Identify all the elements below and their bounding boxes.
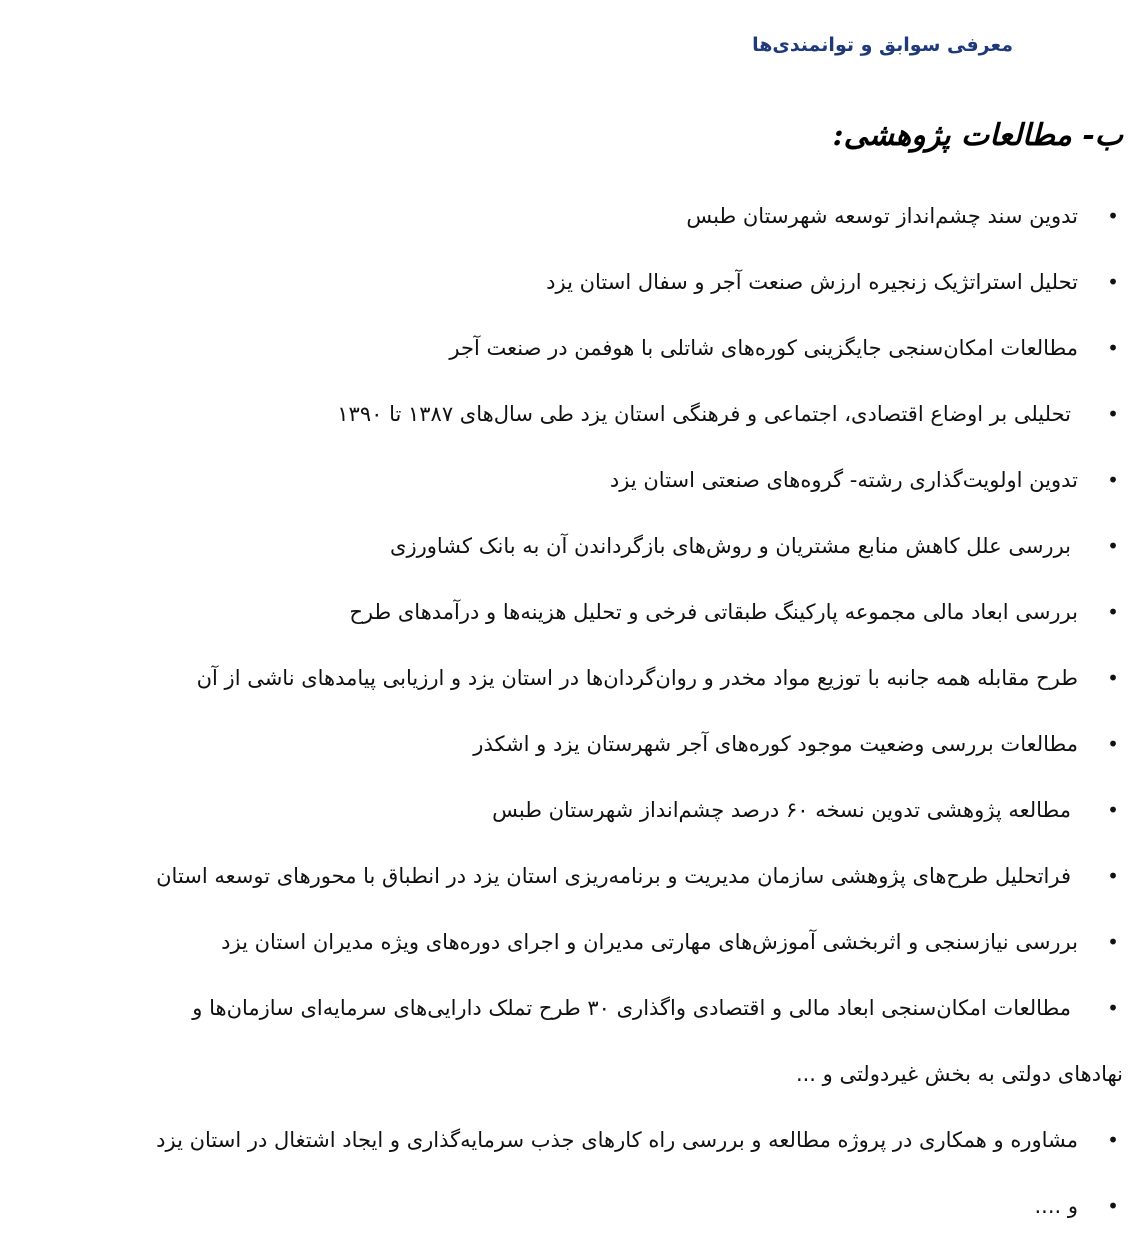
bullet-icon: • <box>1107 600 1119 624</box>
list-item <box>13 856 1123 922</box>
bullet-icon: • <box>1107 468 1119 492</box>
list-item-text: و .... <box>1034 1194 1078 1218</box>
list-item <box>13 262 1123 328</box>
bullet-icon: • <box>1107 534 1119 558</box>
bullet-icon: • <box>1107 798 1119 822</box>
list-item-text: مطالعات امکان‌سنجی جایگزینی کوره‌های شاتلی با هوفمن در صنعت آجر <box>449 336 1078 360</box>
list-item-text: بررسی نیازسنجی و اثربخشی آموزش‌های مهارتی مدیران و اجرای دوره‌های ویژه مدیران استان یزد <box>221 930 1078 954</box>
bullet-icon: • <box>1107 666 1119 690</box>
list-item-text: تحلیل استراتژیک زنجیره ارزش صنعت آجر و سفال استان یزد <box>546 270 1078 294</box>
list-item-continuation <box>13 1054 1123 1120</box>
bullet-icon: • <box>1107 732 1119 756</box>
bullet-icon: • <box>1107 864 1119 888</box>
list-item <box>13 658 1123 724</box>
continuation-text: نهادهای دولتی به بخش غیردولتی و ... <box>795 1062 1123 1086</box>
list-item-text: طرح مقابله همه جانبه با توزیع مواد مخدر و روان‌گردان‌ها در استان یزد و ارزیابی پیامدهای ناشی از آن <box>196 666 1078 690</box>
list-item <box>13 526 1123 592</box>
running-header: معرفی سوابق و توانمندی‌ها <box>752 34 1013 56</box>
list-item-text: بررسی علل کاهش منابع مشتریان و روش‌های بازگرداندن آن به بانک کشاورزی <box>390 534 1071 558</box>
bullet-icon: • <box>1107 402 1119 426</box>
bullet-icon: • <box>1107 1128 1119 1152</box>
list-item <box>13 922 1123 988</box>
list-item-text: تحلیلی بر اوضاع اقتصادی، اجتماعی و فرهنگی استان یزد طی سال‌های ۱۳۸۷ تا ۱۳۹۰ <box>337 402 1071 426</box>
bullet-icon: • <box>1107 930 1119 954</box>
bullet-icon: • <box>1107 336 1119 360</box>
list-item <box>13 988 1123 1054</box>
list-item <box>13 460 1123 526</box>
bullet-icon: • <box>1107 270 1119 294</box>
list-item-text: مطالعه پژوهشی تدوین نسخه ۶۰ درصد چشم‌انداز شهرستان طبس <box>492 798 1071 822</box>
section-title: ب- مطالعات پژوهشی: <box>832 118 1123 153</box>
list-item-text: تدوین اولویت‌گذاری رشته- گروه‌های صنعتی استان یزد <box>609 468 1078 492</box>
bullet-icon: • <box>1107 996 1119 1020</box>
list-item <box>13 1120 1123 1186</box>
list-item-text: مطالعات بررسی وضعیت موجود کوره‌های آجر شهرستان یزد و اشکذر <box>473 732 1078 756</box>
list-item-text: مطالعات امکان‌سنجی ابعاد مالی و اقتصادی واگذاری ۳۰ طرح تملک دارایی‌های سرمایه‌ای سازمان‌ها و <box>192 996 1071 1020</box>
list-item-text: فراتحلیل طرح‌های پژوهشی سازمان مدیریت و برنامه‌ریزی استان یزد در انطباق با محورهای توسعه استان <box>156 864 1071 888</box>
list-item <box>13 328 1123 394</box>
list-item <box>13 1186 1123 1252</box>
bullet-icon: • <box>1107 1194 1119 1218</box>
list-item <box>13 724 1123 790</box>
list-item-text: تدوین سند چشم‌انداز توسعه شهرستان طبس <box>686 204 1078 228</box>
list-item-text: بررسی ابعاد مالی مجموعه پارکینگ طبقاتی فرخی و تحلیل هزینه‌ها و درآمدهای طرح <box>349 600 1078 624</box>
bullet-icon: • <box>1107 204 1119 228</box>
list-item-text: مشاوره و همکاری در پروژه مطالعه و بررسی راه کارهای جذب سرمایه‌گذاری و ایجاد اشتغال در استان یزد <box>156 1128 1078 1152</box>
list-item <box>13 394 1123 460</box>
list-item <box>13 592 1123 658</box>
list-item <box>13 790 1123 856</box>
list-item <box>13 196 1123 262</box>
research-list <box>13 196 1123 1252</box>
